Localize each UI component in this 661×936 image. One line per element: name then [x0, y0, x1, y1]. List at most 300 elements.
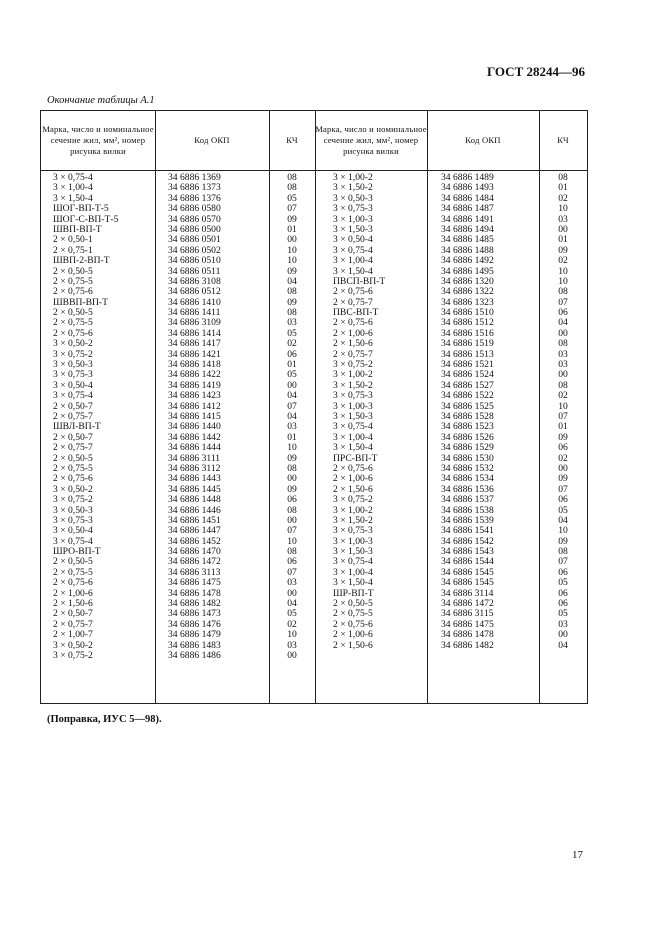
okp-code-cell: 34 6886 1442	[168, 431, 221, 443]
kch-cell: 08	[287, 462, 297, 474]
okp-code-cell: 34 6886 1412	[168, 400, 221, 412]
okp-code-cell: 34 6886 0512	[168, 286, 221, 298]
kch-cell: 06	[287, 556, 297, 568]
mark-cell: 3 × 1,00-3	[333, 400, 373, 412]
kch-cell: 09	[558, 473, 568, 485]
okp-code-cell: 34 6886 1445	[168, 483, 221, 495]
okp-code-cell: 34 6886 1411	[168, 307, 221, 319]
mark-cell: 3 × 1,50-2	[333, 379, 373, 391]
kch-cell: 06	[287, 494, 297, 506]
mark-cell: 3 × 1,00-3	[333, 535, 373, 547]
mark-cell: 2 × 1,00-6	[53, 587, 93, 599]
okp-code-cell: 34 6886 1482	[441, 639, 494, 651]
kch-cell: 03	[287, 421, 297, 433]
mark-cell: ПВС-ВП-Т	[333, 307, 379, 319]
mark-cell: 2 × 0,75-6	[53, 473, 93, 485]
kch-cell: 03	[287, 317, 297, 329]
mark-cell: 3 × 0,75-2	[333, 494, 373, 506]
kch-cell: 08	[287, 546, 297, 558]
table-row	[315, 256, 587, 266]
kch-cell: 09	[287, 452, 297, 464]
table-row	[315, 443, 587, 453]
amendment-note: (Поправка, ИУС 5—98).	[47, 714, 162, 725]
mark-cell: 2 × 0,75-1	[53, 244, 93, 256]
kch-cell: 06	[287, 348, 297, 360]
kch-cell: 01	[287, 223, 297, 235]
kch-cell: 09	[558, 431, 568, 443]
table-row	[41, 204, 315, 214]
okp-code-cell: 34 6886 1544	[441, 556, 494, 568]
kch-cell: 02	[287, 338, 297, 350]
kch-cell: 04	[558, 514, 568, 526]
mark-cell: 2 × 0,75-6	[333, 462, 373, 474]
okp-code-cell: 34 6886 1539	[441, 514, 494, 526]
mark-cell: 3 × 1,50-4	[333, 577, 373, 589]
okp-code-cell: 34 6886 1537	[441, 494, 494, 506]
mark-cell: 3 × 0,75-4	[333, 421, 373, 433]
kch-cell: 05	[558, 577, 568, 589]
mark-cell: 3 × 0,75-2	[53, 494, 93, 506]
okp-code-cell: 34 6886 1495	[441, 265, 494, 277]
okp-code-cell: 34 6886 1473	[168, 608, 221, 620]
okp-code-cell: 34 6886 1513	[441, 348, 494, 360]
kch-cell: 07	[558, 483, 568, 495]
mark-cell: 3 × 0,75-3	[333, 390, 373, 402]
mark-cell: 3 × 0,75-4	[53, 390, 93, 402]
kch-cell: 08	[287, 307, 297, 319]
mark-cell: 2 × 1,50-6	[333, 639, 373, 651]
mark-cell: 3 × 1,00-4	[333, 431, 373, 443]
kch-cell: 01	[287, 359, 297, 371]
mark-cell: 2 × 0,75-6	[53, 577, 93, 589]
okp-code-cell: 34 6886 1322	[441, 286, 494, 298]
mark-cell: 2 × 1,50-6	[53, 598, 93, 610]
mark-cell: 3 × 1,50-4	[333, 442, 373, 454]
kch-cell: 01	[287, 431, 297, 443]
mark-cell: 3 × 1,50-2	[333, 182, 373, 194]
mark-cell: 3 × 0,50-4	[53, 379, 93, 391]
mark-cell: 3 × 0,50-2	[53, 483, 93, 495]
okp-code-cell: 34 6886 1452	[168, 535, 221, 547]
kch-cell: 10	[558, 400, 568, 412]
kch-cell: 07	[287, 203, 297, 215]
kch-cell: 06	[558, 598, 568, 610]
kch-cell: 05	[287, 192, 297, 204]
kch-cell: 05	[287, 369, 297, 381]
kch-cell: 03	[287, 577, 297, 589]
kch-cell: 08	[558, 379, 568, 391]
mark-cell: 3 × 0,75-3	[333, 525, 373, 537]
okp-code-cell: 34 6886 1494	[441, 223, 494, 235]
kch-cell: 10	[558, 265, 568, 277]
okp-code-cell: 34 6886 1510	[441, 307, 494, 319]
okp-code-cell: 34 6886 1536	[441, 483, 494, 495]
mark-cell: 2 × 0,75-6	[53, 286, 93, 298]
mark-cell: 2 × 0,75-5	[333, 608, 373, 620]
kch-cell: 05	[558, 608, 568, 620]
mark-cell: 3 × 1,00-2	[333, 369, 373, 381]
okp-code-cell: 34 6886 1532	[441, 462, 494, 474]
okp-code-cell: 34 6886 1534	[441, 473, 494, 485]
mark-cell: 2 × 0,75-7	[53, 442, 93, 454]
mark-cell: 2 × 1,00-6	[333, 473, 373, 485]
okp-code-cell: 34 6886 1447	[168, 525, 221, 537]
okp-code-cell: 34 6886 1470	[168, 546, 221, 558]
okp-code-cell: 34 6886 1489	[441, 172, 494, 183]
kch-cell: 03	[287, 639, 297, 651]
okp-code-cell: 34 6886 1485	[441, 234, 494, 246]
kch-cell: 01	[558, 421, 568, 433]
mark-cell: ПРС-ВП-Т	[333, 452, 378, 464]
mark-cell: 2 × 1,50-6	[333, 338, 373, 350]
mark-cell: ШРО-ВП-Т	[53, 546, 101, 558]
mark-cell: 2 × 0,75-5	[53, 462, 93, 474]
okp-code-cell: 34 6886 1376	[168, 192, 221, 204]
kch-cell: 08	[558, 286, 568, 298]
kch-cell: 04	[287, 390, 297, 402]
mark-cell: 3 × 0,50-3	[53, 359, 93, 371]
kch-cell: 10	[287, 535, 297, 547]
mark-cell: 2 × 1,00-6	[333, 327, 373, 339]
okp-code-cell: 34 6886 1512	[441, 317, 494, 329]
okp-code-cell: 34 6886 1542	[441, 535, 494, 547]
okp-code-cell: 34 6886 1369	[168, 172, 221, 183]
table-row	[41, 495, 315, 505]
table-row	[41, 443, 315, 453]
mark-cell: 3 × 0,50-4	[333, 234, 373, 246]
kch-cell: 08	[287, 172, 297, 183]
okp-code-cell: 34 6886 3109	[168, 317, 221, 329]
mark-cell: 2 × 0,75-6	[333, 286, 373, 298]
kch-cell: 03	[558, 348, 568, 360]
kch-cell: 07	[287, 525, 297, 537]
mark-cell: 3 × 1,50-3	[333, 546, 373, 558]
kch-cell: 10	[287, 442, 297, 454]
okp-code-cell: 34 6886 1418	[168, 359, 221, 371]
kch-cell: 03	[558, 213, 568, 225]
mark-cell: 2 × 0,75-7	[333, 296, 373, 308]
mark-cell: 3 × 0,75-4	[53, 172, 93, 183]
table-a1	[40, 110, 588, 704]
kch-cell: 10	[558, 275, 568, 287]
mark-cell: 3 × 1,00-4	[53, 182, 93, 194]
okp-code-cell: 34 6886 1417	[168, 338, 221, 350]
okp-code-cell: 34 6886 1541	[441, 525, 494, 537]
mark-cell: 3 × 0,75-3	[53, 514, 93, 526]
kch-cell: 00	[287, 587, 297, 599]
kch-cell: 08	[558, 338, 568, 350]
table-body-right	[315, 173, 587, 651]
mark-cell: 3 × 0,50-3	[53, 504, 93, 516]
mark-cell: 3 × 0,75-2	[53, 649, 93, 661]
mark-cell: 3 × 1,50-3	[333, 410, 373, 422]
kch-cell: 02	[558, 255, 568, 267]
okp-code-cell: 34 6886 1440	[168, 421, 221, 433]
mark-cell: 2 × 0,50-5	[53, 452, 93, 464]
okp-code-cell: 34 6886 1530	[441, 452, 494, 464]
kch-cell: 08	[558, 172, 568, 183]
kch-cell: 04	[558, 317, 568, 329]
mark-cell: 3 × 1,00-4	[333, 255, 373, 267]
header-kch-left: КЧ	[286, 135, 298, 145]
kch-cell: 04	[287, 598, 297, 610]
mark-cell: 2 × 0,50-5	[53, 265, 93, 277]
okp-code-cell: 34 6886 1446	[168, 504, 221, 516]
okp-code-cell: 34 6886 1492	[441, 255, 494, 267]
kch-cell: 00	[558, 369, 568, 381]
kch-cell: 04	[558, 639, 568, 651]
mark-cell: 3 × 1,50-2	[333, 514, 373, 526]
kch-cell: 08	[287, 504, 297, 516]
kch-cell: 10	[287, 255, 297, 267]
okp-code-cell: 34 6886 1487	[441, 203, 494, 215]
standard-number: ГОСТ 28244—96	[486, 64, 585, 79]
mark-cell: 3 × 0,50-2	[53, 338, 93, 350]
okp-code-cell: 34 6886 1472	[441, 598, 494, 610]
okp-code-cell: 34 6886 1475	[441, 618, 494, 630]
kch-cell: 01	[558, 182, 568, 194]
kch-cell: 08	[287, 286, 297, 298]
mark-cell: 2 × 0,75-6	[333, 317, 373, 329]
okp-code-cell: 34 6886 3111	[168, 452, 221, 464]
okp-code-cell: 34 6886 1488	[441, 244, 494, 256]
kch-cell: 07	[287, 400, 297, 412]
table-row	[41, 256, 315, 266]
okp-code-cell: 34 6886 1414	[168, 327, 221, 339]
mark-cell: 2 × 0,75-7	[333, 348, 373, 360]
mark-cell: 3 × 1,00-4	[333, 566, 373, 578]
mark-cell: 2 × 0,50-7	[53, 400, 93, 412]
kch-cell: 06	[558, 587, 568, 599]
page-number: 17	[572, 849, 583, 861]
mark-cell: 3 × 0,50-3	[333, 192, 373, 204]
okp-code-cell: 34 6886 1486	[168, 649, 221, 661]
kch-cell: 00	[287, 514, 297, 526]
okp-code-cell: 34 6886 1526	[441, 431, 494, 443]
okp-code-cell: 34 6886 0511	[168, 265, 221, 277]
kch-cell: 05	[287, 608, 297, 620]
okp-code-cell: 34 6886 1472	[168, 556, 221, 568]
mark-cell: 3 × 1,50-4	[53, 192, 93, 204]
kch-cell: 00	[287, 379, 297, 391]
okp-code-cell: 34 6886 1423	[168, 390, 221, 402]
okp-code-cell: 34 6886 1527	[441, 379, 494, 391]
mark-cell: 3 × 0,75-3	[53, 369, 93, 381]
kch-cell: 10	[558, 203, 568, 215]
kch-cell: 02	[558, 390, 568, 402]
okp-code-cell: 34 6886 3115	[441, 608, 494, 620]
okp-code-cell: 34 6886 1482	[168, 598, 221, 610]
kch-cell: 04	[287, 410, 297, 422]
mark-cell: 3 × 0,75-3	[333, 203, 373, 215]
mark-cell: 2 × 0,75-5	[53, 566, 93, 578]
kch-cell: 09	[558, 535, 568, 547]
kch-cell: 10	[558, 525, 568, 537]
kch-cell: 09	[558, 244, 568, 256]
okp-code-cell: 34 6886 1422	[168, 369, 221, 381]
kch-cell: 06	[558, 494, 568, 506]
mark-cell: ШВП-ВП-Т	[53, 223, 102, 235]
okp-code-cell: 34 6886 1421	[168, 348, 221, 360]
kch-cell: 00	[558, 223, 568, 235]
okp-code-cell: 34 6886 1524	[441, 369, 494, 381]
okp-code-cell: 34 6886 1528	[441, 410, 494, 422]
mark-cell: 2 × 0,75-6	[333, 618, 373, 630]
mark-cell: 2 × 0,75-5	[53, 275, 93, 287]
okp-code-cell: 34 6886 1484	[441, 192, 494, 204]
kch-cell: 10	[287, 244, 297, 256]
kch-cell: 09	[287, 213, 297, 225]
okp-code-cell: 34 6886 0570	[168, 213, 221, 225]
kch-cell: 03	[558, 359, 568, 371]
okp-code-cell: 34 6886 1444	[168, 442, 221, 454]
okp-code-cell: 34 6886 0510	[168, 255, 221, 267]
mark-cell: 3 × 0,75-4	[333, 556, 373, 568]
okp-code-cell: 34 6886 1373	[168, 182, 221, 194]
kch-cell: 01	[558, 234, 568, 246]
table-row	[315, 204, 587, 214]
okp-code-cell: 34 6886 1538	[441, 504, 494, 516]
table-row	[41, 651, 315, 661]
mark-cell: 2 × 0,75-7	[53, 618, 93, 630]
mark-cell: 3 × 0,50-2	[53, 639, 93, 651]
mark-cell: 2 × 1,00-7	[53, 629, 93, 641]
mark-cell: ШВВП-ВП-Т	[53, 296, 108, 308]
header-divider	[41, 170, 587, 171]
mark-cell: 3 × 1,00-3	[333, 213, 373, 225]
okp-code-cell: 34 6886 1415	[168, 410, 221, 422]
okp-code-cell: 34 6886 1543	[441, 546, 494, 558]
okp-code-cell: 34 6886 1493	[441, 182, 494, 194]
okp-code-cell: 34 6886 0501	[168, 234, 221, 246]
okp-code-cell: 34 6886 1410	[168, 296, 221, 308]
mark-cell: 3 × 0,50-4	[53, 525, 93, 537]
mark-cell: 3 × 0,75-2	[53, 348, 93, 360]
okp-code-cell: 34 6886 1516	[441, 327, 494, 339]
mark-cell: 2 × 0,50-5	[53, 556, 93, 568]
kch-cell: 03	[558, 618, 568, 630]
kch-cell: 00	[287, 473, 297, 485]
kch-cell: 02	[558, 452, 568, 464]
okp-code-cell: 34 6886 1529	[441, 442, 494, 454]
mark-cell: 2 × 0,50-1	[53, 234, 93, 246]
kch-cell: 07	[558, 556, 568, 568]
okp-code-cell: 34 6886 1483	[168, 639, 221, 651]
okp-code-cell: 34 6886 1419	[168, 379, 221, 391]
kch-cell: 02	[558, 192, 568, 204]
mark-cell: 2 × 1,50-6	[333, 483, 373, 495]
header-kch-right: КЧ	[557, 135, 569, 145]
header-okp-right: Код ОКП	[465, 135, 501, 145]
mark-cell: 2 × 0,75-7	[53, 410, 93, 422]
okp-code-cell: 34 6886 1443	[168, 473, 221, 485]
mark-cell: 3 × 1,50-4	[333, 265, 373, 277]
mark-cell: 2 × 0,50-5	[53, 307, 93, 319]
okp-code-cell: 34 6886 3112	[168, 462, 221, 474]
kch-cell: 05	[558, 504, 568, 516]
mark-cell: 3 × 1,00-2	[333, 172, 373, 183]
okp-code-cell: 34 6886 1523	[441, 421, 494, 433]
okp-code-cell: 34 6886 0500	[168, 223, 221, 235]
table-body-left	[41, 173, 315, 661]
header-mark-right: Марка, число и номинальное сечение жил, мм², номер рисунка вилки	[315, 124, 427, 156]
kch-cell: 09	[287, 265, 297, 277]
okp-code-cell: 34 6886 1476	[168, 618, 221, 630]
header-mark-left: Марка, число и номинальное сечение жил, мм², номер рисунка вилки	[42, 124, 154, 156]
okp-code-cell: 34 6886 1521	[441, 359, 494, 371]
okp-code-cell: 34 6886 1479	[168, 629, 221, 641]
kch-cell: 06	[558, 566, 568, 578]
mark-cell: 3 × 0,75-2	[333, 359, 373, 371]
mark-cell: 2 × 0,50-7	[53, 431, 93, 443]
okp-code-cell: 34 6886 1491	[441, 213, 494, 225]
okp-code-cell: 34 6886 3114	[441, 587, 494, 599]
okp-code-cell: 34 6886 0502	[168, 244, 221, 256]
kch-cell: 00	[558, 327, 568, 339]
kch-cell: 04	[287, 275, 297, 287]
kch-cell: 00	[558, 629, 568, 641]
kch-cell: 02	[287, 618, 297, 630]
okp-code-cell: 34 6886 1519	[441, 338, 494, 350]
okp-code-cell: 34 6886 1522	[441, 390, 494, 402]
kch-cell: 09	[287, 483, 297, 495]
kch-cell: 00	[287, 234, 297, 246]
okp-code-cell: 34 6886 1478	[168, 587, 221, 599]
okp-code-cell: 34 6886 3113	[168, 566, 221, 578]
okp-code-cell: 34 6886 3108	[168, 275, 221, 287]
kch-cell: 10	[287, 629, 297, 641]
mark-cell: 3 × 0,75-4	[53, 535, 93, 547]
table-continuation-caption: Окончание таблицы А.1	[47, 95, 155, 106]
header-okp-left: Код ОКП	[194, 135, 230, 145]
okp-code-cell: 34 6886 1448	[168, 494, 221, 506]
mark-cell: 3 × 1,50-3	[333, 223, 373, 235]
okp-code-cell: 34 6886 1451	[168, 514, 221, 526]
okp-code-cell: 34 6886 1478	[441, 629, 494, 641]
mark-cell: ШВЛ-ВП-Т	[53, 421, 101, 433]
kch-cell: 07	[287, 566, 297, 578]
mark-cell: 3 × 1,00-2	[333, 504, 373, 516]
table-row	[315, 495, 587, 505]
mark-cell: ПВСП-ВП-Т	[333, 275, 386, 287]
mark-cell: 2 × 1,00-6	[333, 629, 373, 641]
mark-cell: ШОГ-С-ВП-Т-5	[53, 213, 119, 225]
okp-code-cell: 34 6886 1320	[441, 275, 494, 287]
mark-cell: 3 × 0,75-4	[333, 244, 373, 256]
table-row	[315, 641, 587, 651]
kch-cell: 08	[558, 546, 568, 558]
kch-cell: 08	[287, 182, 297, 194]
kch-cell: 07	[558, 410, 568, 422]
kch-cell: 06	[558, 442, 568, 454]
mark-cell: 2 × 0,50-5	[333, 598, 373, 610]
kch-cell: 00	[287, 649, 297, 661]
mark-cell: 2 × 0,50-7	[53, 608, 93, 620]
okp-code-cell: 34 6886 1545	[441, 577, 494, 589]
okp-code-cell: 34 6886 1545	[441, 566, 494, 578]
kch-cell: 06	[558, 307, 568, 319]
okp-code-cell: 34 6886 0580	[168, 203, 221, 215]
mark-cell: ШВП-2-ВП-Т	[53, 255, 110, 267]
okp-code-cell: 34 6886 1323	[441, 296, 494, 308]
kch-cell: 09	[287, 296, 297, 308]
kch-cell: 05	[287, 327, 297, 339]
mark-cell: 2 × 0,75-6	[53, 327, 93, 339]
kch-cell: 00	[558, 462, 568, 474]
okp-code-cell: 34 6886 1475	[168, 577, 221, 589]
mark-cell: 2 × 0,75-5	[53, 317, 93, 329]
mark-cell: ШОГ-ВП-Т-5	[53, 203, 109, 215]
